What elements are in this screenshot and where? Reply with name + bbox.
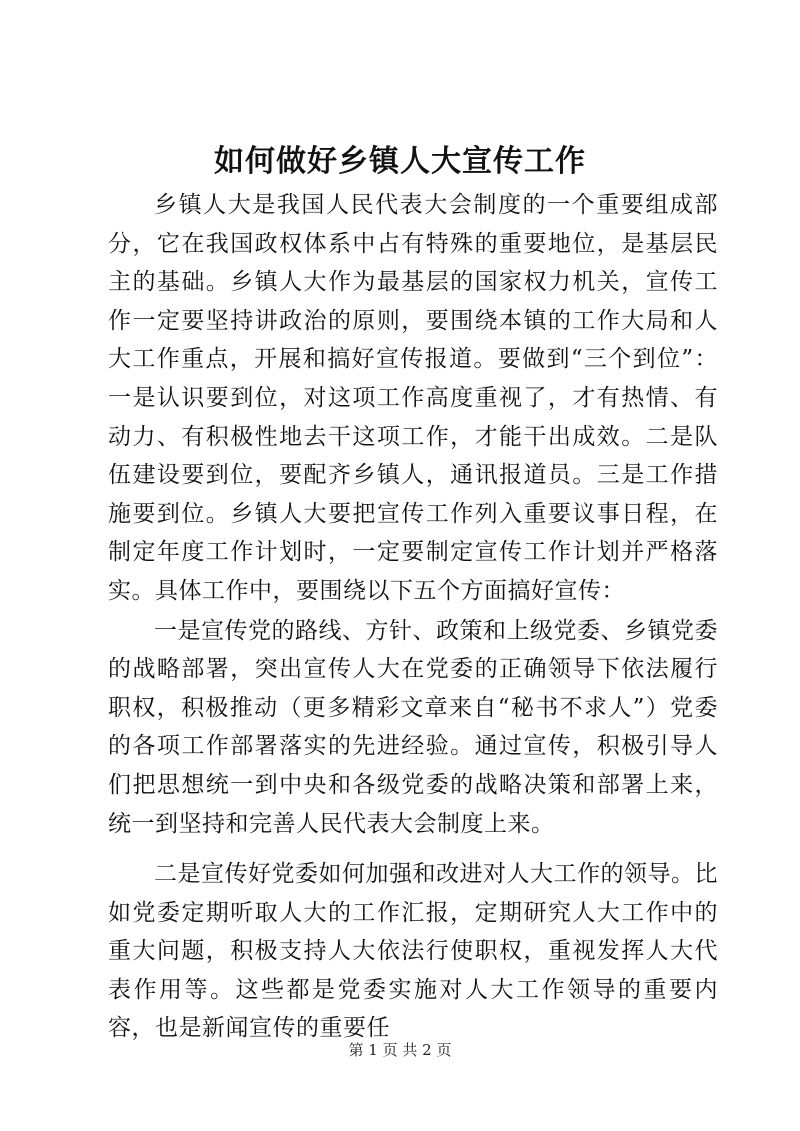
paragraph-2: 一是宣传党的路线、方针、政策和上级党委、乡镇党委的战略部署，突出宣传人大在党委的正确领导下依法履行职权，积极推动（更多精彩文章来自“秘书不求人”）党委的各项工作部署落实的先进经验。通过宣传，积极引导人们把思想统一到中央和各级党委的战略决策和部署上来，统一到坚持和完善人民代表大会制度上来。 (108, 617, 718, 837)
document-body (108, 186, 718, 1048)
page-footer: 第 1 页 共 2 页 (348, 1041, 452, 1059)
paragraph-3: 二是宣传好党委如何加强和改进对人大工作的领导。比如党委定期听取人大的工作汇报，定期研究人大工作中的重大问题，积极支持人大依法行使职权，重视发挥人大代表作用等。这些都是党委实施对人大工作领导的重要内容，也是新闻宣传的重要任 (108, 861, 718, 1042)
document-title: 如何做好乡镇人大宣传工作 (214, 144, 586, 179)
paragraph-1: 乡镇人大是我国人民代表大会制度的一个重要组成部分，它在我国政权体系中占有特殊的重要地位，是基层民主的基础。乡镇人大作为最基层的国家权力机关，宣传工作一定要坚持讲政治的原则，要围绕本镇的工作大局和人大工作重点，开展和搞好宣传报道。要做到“三个到位”：一是认识要到位，对这项工作高度重视了，才有热情、有动力、有积极性地去干这项工作，才能干出成效。二是队伍建设要到位，要配齐乡镇人，通讯报道员。三是工作措施要到位。乡镇人大要把宣传工作列入重要议事日程，在制定年度工作计划时，一定要制定宣传工作计划并严格落实。具体工作中，要围绕以下五个方面搞好宣传： (108, 192, 718, 604)
